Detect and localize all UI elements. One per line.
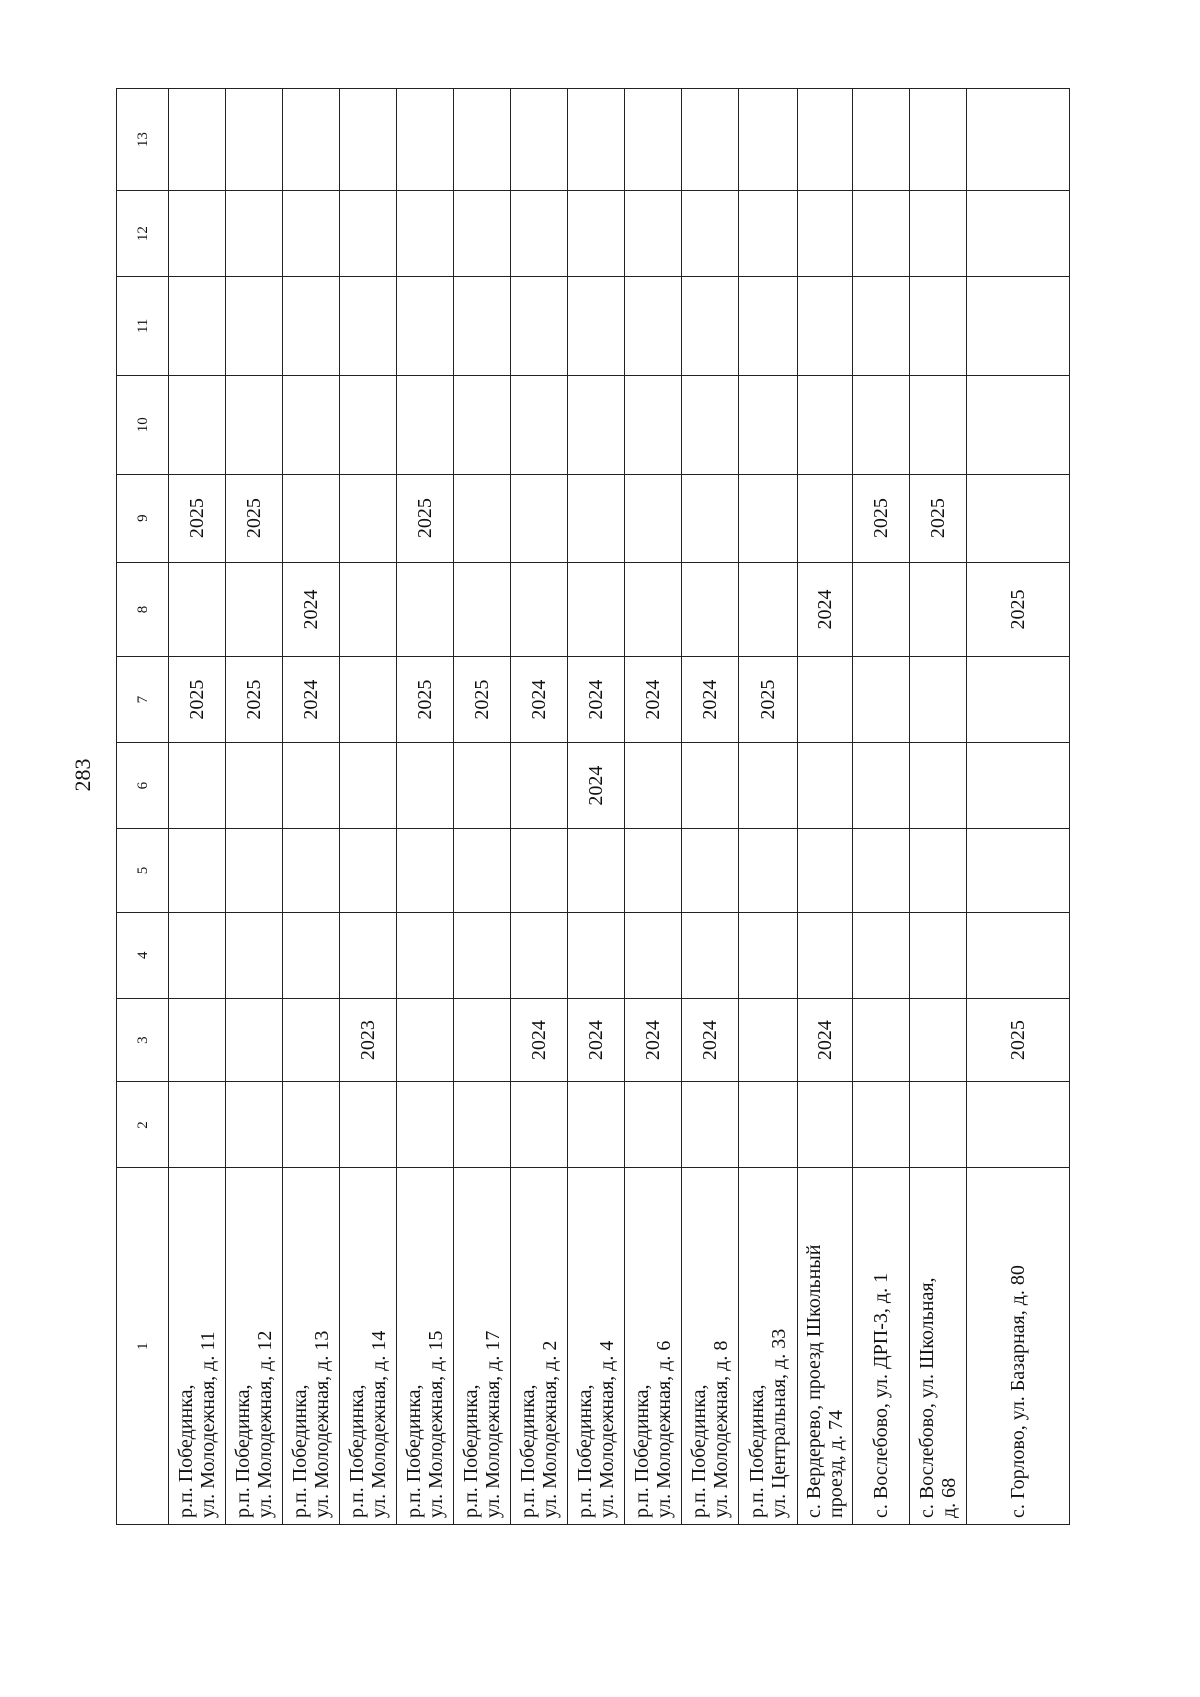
address-line: р.п. Побединка,: [517, 1384, 539, 1518]
address-line: проезд, д. 74: [825, 1410, 847, 1518]
column-header-10: 10: [117, 375, 169, 474]
address-cell: [169, 1168, 226, 1525]
column-header-12: 12: [117, 191, 169, 277]
year-cell-col-2: [568, 1082, 625, 1168]
year-cell-col-12: [739, 191, 798, 277]
year-cell-col-8: 2024: [798, 562, 853, 657]
table-row: [682, 89, 739, 1525]
year-cell-col-5: [169, 829, 226, 913]
address-line: ул. Молодежная, д. 15: [425, 1330, 447, 1518]
year-cell-col-10: [625, 375, 682, 474]
year-cell-col-11: [226, 277, 283, 376]
year-cell-col-10: [739, 375, 798, 474]
year-cell-col-10: [682, 375, 739, 474]
year-cell-col-9: [454, 474, 511, 562]
address-line: ул. Молодежная, д. 11: [197, 1331, 219, 1518]
year-cell-col-4: [739, 912, 798, 998]
year-cell-col-11: [397, 277, 454, 376]
year-cell-col-4: [226, 912, 283, 998]
table-container: [116, 88, 1070, 1525]
year-cell-col-9: 2025: [397, 474, 454, 562]
year-cell-col-4: [568, 912, 625, 998]
year-cell-col-10: [798, 375, 853, 474]
address-cell: [798, 1168, 853, 1525]
year-cell-col-10: [283, 375, 340, 474]
year-cell-col-11: [340, 277, 397, 376]
year-cell-col-8: [853, 562, 910, 657]
address-line: д. 68: [938, 1477, 960, 1518]
year-cell-col-6: [682, 743, 739, 829]
year-cell-col-2: [739, 1082, 798, 1168]
year-cell-col-5: [625, 829, 682, 913]
year-cell-col-10: [967, 375, 1070, 474]
year-cell-col-5: [967, 829, 1070, 913]
year-cell-col-3: 2024: [798, 998, 853, 1082]
year-cell-col-13: [397, 89, 454, 191]
year-cell-col-12: [283, 191, 340, 277]
year-cell-col-10: [568, 375, 625, 474]
year-cell-col-12: [910, 191, 967, 277]
year-cell-col-9: [798, 474, 853, 562]
address-line: р.п. Побединка,: [574, 1384, 596, 1518]
year-cell-col-8: [340, 562, 397, 657]
year-cell-col-7: 2025: [226, 657, 283, 743]
column-header-1: 1: [117, 1168, 169, 1525]
year-cell-col-4: [625, 912, 682, 998]
address-line: ул. Центральная, д. 33: [768, 1328, 790, 1518]
year-cell-col-13: [910, 89, 967, 191]
address-cell: [340, 1168, 397, 1525]
column-header-4: 4: [117, 912, 169, 998]
year-cell-col-7: 2025: [397, 657, 454, 743]
year-cell-col-10: [226, 375, 283, 474]
year-cell-col-11: [625, 277, 682, 376]
year-cell-col-8: 2025: [967, 562, 1070, 657]
year-cell-col-3: 2024: [568, 998, 625, 1082]
year-cell-col-13: [226, 89, 283, 191]
header-row: [117, 89, 169, 1525]
year-cell-col-6: [853, 743, 910, 829]
year-cell-col-13: [967, 89, 1070, 191]
year-cell-col-7: 2024: [568, 657, 625, 743]
address-line: ул. Молодежная, д. 4: [596, 1340, 618, 1518]
column-header-5: 5: [117, 829, 169, 913]
address-cell: [283, 1168, 340, 1525]
year-cell-col-10: [169, 375, 226, 474]
column-header-8: 8: [117, 562, 169, 657]
year-cell-col-9: [340, 474, 397, 562]
year-cell-col-8: [169, 562, 226, 657]
address-line: с. Вослебово, ул. ДРП-3, д. 1: [870, 1272, 892, 1518]
year-cell-col-9: [283, 474, 340, 562]
address-line: р.п. Побединка,: [175, 1384, 197, 1518]
year-cell-col-13: [682, 89, 739, 191]
year-cell-col-5: [511, 829, 568, 913]
year-cell-col-5: [340, 829, 397, 913]
year-cell-col-9: 2025: [910, 474, 967, 562]
year-cell-col-2: [967, 1082, 1070, 1168]
year-cell-col-2: [910, 1082, 967, 1168]
table-row: [568, 89, 625, 1525]
year-cell-col-12: [798, 191, 853, 277]
year-cell-col-2: [397, 1082, 454, 1168]
year-cell-col-7: 2024: [511, 657, 568, 743]
year-cell-col-5: [397, 829, 454, 913]
year-cell-col-3: [397, 998, 454, 1082]
table-row: [169, 89, 226, 1525]
year-cell-col-11: [910, 277, 967, 376]
year-cell-col-2: [340, 1082, 397, 1168]
year-cell-col-12: [568, 191, 625, 277]
year-cell-col-11: [682, 277, 739, 376]
year-cell-col-6: [798, 743, 853, 829]
year-cell-col-7: 2025: [169, 657, 226, 743]
page-number: 283: [70, 758, 95, 792]
year-cell-col-5: [739, 829, 798, 913]
address-cell: [625, 1168, 682, 1525]
year-cell-col-2: [682, 1082, 739, 1168]
year-cell-col-2: [454, 1082, 511, 1168]
year-cell-col-11: [511, 277, 568, 376]
year-cell-col-8: [511, 562, 568, 657]
column-header-6: 6: [117, 743, 169, 829]
address-line: с. Вослебово, ул. Школьная,: [916, 1277, 938, 1518]
year-cell-col-13: [625, 89, 682, 191]
year-cell-col-3: [739, 998, 798, 1082]
year-cell-col-12: [853, 191, 910, 277]
year-cell-col-11: [739, 277, 798, 376]
address-line: р.п. Побединка,: [631, 1384, 653, 1518]
table-row: [910, 89, 967, 1525]
year-cell-col-6: 2024: [568, 743, 625, 829]
year-cell-col-2: [226, 1082, 283, 1168]
year-cell-col-9: [967, 474, 1070, 562]
year-cell-col-3: 2024: [625, 998, 682, 1082]
year-cell-col-2: [511, 1082, 568, 1168]
year-cell-col-11: [283, 277, 340, 376]
year-cell-col-10: [397, 375, 454, 474]
table-body: [117, 89, 1070, 1525]
year-cell-col-12: [682, 191, 739, 277]
address-line: ул. Молодежная, д. 17: [482, 1330, 504, 1518]
year-cell-col-6: [967, 743, 1070, 829]
address-cell: [967, 1168, 1070, 1525]
year-cell-col-10: [910, 375, 967, 474]
address-line: р.п. Побединка,: [746, 1384, 768, 1518]
address-line: ул. Молодежная, д. 12: [254, 1330, 276, 1518]
year-cell-col-5: [226, 829, 283, 913]
address-line: р.п. Побединка,: [460, 1384, 482, 1518]
year-cell-col-5: [798, 829, 853, 913]
year-cell-col-3: [910, 998, 967, 1082]
year-cell-col-11: [169, 277, 226, 376]
year-cell-col-13: [340, 89, 397, 191]
year-cell-col-3: [454, 998, 511, 1082]
year-cell-col-8: [454, 562, 511, 657]
year-cell-col-2: [625, 1082, 682, 1168]
year-cell-col-5: [283, 829, 340, 913]
year-cell-col-8: [397, 562, 454, 657]
year-cell-col-6: [625, 743, 682, 829]
year-cell-col-4: [397, 912, 454, 998]
year-cell-col-8: [625, 562, 682, 657]
year-cell-col-10: [853, 375, 910, 474]
column-header-7: 7: [117, 657, 169, 743]
year-cell-col-9: [568, 474, 625, 562]
year-cell-col-6: [511, 743, 568, 829]
address-cell: [910, 1168, 967, 1525]
year-cell-col-7: [967, 657, 1070, 743]
year-cell-col-4: [967, 912, 1070, 998]
year-cell-col-4: [340, 912, 397, 998]
address-line: ул. Молодежная, д. 8: [710, 1340, 732, 1518]
address-line: р.п. Побединка,: [289, 1384, 311, 1518]
year-cell-col-12: [169, 191, 226, 277]
table-row: [967, 89, 1070, 1525]
year-cell-col-9: [625, 474, 682, 562]
year-cell-col-10: [454, 375, 511, 474]
address-cell: [853, 1168, 910, 1525]
column-header-9: 9: [117, 474, 169, 562]
year-cell-col-12: [967, 191, 1070, 277]
year-cell-col-4: [454, 912, 511, 998]
year-cell-col-6: [340, 743, 397, 829]
year-cell-col-9: [511, 474, 568, 562]
year-cell-col-7: 2025: [454, 657, 511, 743]
year-cell-col-3: 2024: [511, 998, 568, 1082]
year-cell-col-9: 2025: [226, 474, 283, 562]
year-cell-col-6: [910, 743, 967, 829]
year-cell-col-13: [853, 89, 910, 191]
table-row: [454, 89, 511, 1525]
year-cell-col-9: 2025: [853, 474, 910, 562]
schedule-table: [116, 88, 1070, 1525]
year-cell-col-6: [454, 743, 511, 829]
year-cell-col-8: [568, 562, 625, 657]
year-cell-col-13: [454, 89, 511, 191]
year-cell-col-6: [283, 743, 340, 829]
table-row: [853, 89, 910, 1525]
table-row: [397, 89, 454, 1525]
year-cell-col-13: [798, 89, 853, 191]
year-cell-col-13: [169, 89, 226, 191]
year-cell-col-3: [283, 998, 340, 1082]
year-cell-col-5: [910, 829, 967, 913]
year-cell-col-11: [568, 277, 625, 376]
year-cell-col-2: [169, 1082, 226, 1168]
year-cell-col-10: [511, 375, 568, 474]
table-row: [283, 89, 340, 1525]
year-cell-col-12: [397, 191, 454, 277]
year-cell-col-12: [454, 191, 511, 277]
address-line: ул. Молодежная, д. 14: [368, 1330, 390, 1518]
year-cell-col-12: [340, 191, 397, 277]
column-header-2: 2: [117, 1082, 169, 1168]
year-cell-col-7: 2024: [682, 657, 739, 743]
year-cell-col-7: [853, 657, 910, 743]
year-cell-col-4: [853, 912, 910, 998]
year-cell-col-12: [511, 191, 568, 277]
year-cell-col-13: [283, 89, 340, 191]
year-cell-col-5: [568, 829, 625, 913]
address-line: с. Горлово, ул. Базарная, д. 80: [1007, 1265, 1029, 1518]
address-line: р.п. Побединка,: [232, 1384, 254, 1518]
year-cell-col-5: [853, 829, 910, 913]
table-row: [226, 89, 283, 1525]
year-cell-col-6: [397, 743, 454, 829]
address-line: р.п. Побединка,: [346, 1384, 368, 1518]
year-cell-col-11: [853, 277, 910, 376]
year-cell-col-7: 2024: [625, 657, 682, 743]
year-cell-col-9: 2025: [169, 474, 226, 562]
table-row: [798, 89, 853, 1525]
year-cell-col-4: [682, 912, 739, 998]
year-cell-col-11: [454, 277, 511, 376]
year-cell-col-8: [226, 562, 283, 657]
year-cell-col-9: [682, 474, 739, 562]
year-cell-col-10: [340, 375, 397, 474]
address-line: с. Вердерево, проезд Школьный: [803, 1244, 825, 1518]
year-cell-col-5: [454, 829, 511, 913]
year-cell-col-2: [798, 1082, 853, 1168]
year-cell-col-5: [682, 829, 739, 913]
column-header-3: 3: [117, 998, 169, 1082]
column-header-13: 13: [117, 89, 169, 191]
year-cell-col-2: [283, 1082, 340, 1168]
year-cell-col-3: [169, 998, 226, 1082]
year-cell-col-6: [739, 743, 798, 829]
address-cell: [568, 1168, 625, 1525]
year-cell-col-8: [910, 562, 967, 657]
table-row: [340, 89, 397, 1525]
year-cell-col-6: [169, 743, 226, 829]
year-cell-col-7: 2025: [739, 657, 798, 743]
year-cell-col-3: 2024: [682, 998, 739, 1082]
year-cell-col-7: [340, 657, 397, 743]
table-row: [739, 89, 798, 1525]
year-cell-col-8: 2024: [283, 562, 340, 657]
address-cell: [739, 1168, 798, 1525]
year-cell-col-12: [625, 191, 682, 277]
table-row: [625, 89, 682, 1525]
year-cell-col-11: [798, 277, 853, 376]
year-cell-col-3: [853, 998, 910, 1082]
year-cell-col-13: [739, 89, 798, 191]
year-cell-col-13: [511, 89, 568, 191]
address-line: ул. Молодежная, д. 13: [311, 1330, 333, 1518]
address-line: р.п. Побединка,: [403, 1384, 425, 1518]
year-cell-col-6: [226, 743, 283, 829]
year-cell-col-13: [568, 89, 625, 191]
year-cell-col-7: [910, 657, 967, 743]
address-cell: [511, 1168, 568, 1525]
year-cell-col-3: 2023: [340, 998, 397, 1082]
year-cell-col-4: [910, 912, 967, 998]
column-header-11: 11: [117, 277, 169, 376]
year-cell-col-4: [798, 912, 853, 998]
year-cell-col-4: [169, 912, 226, 998]
year-cell-col-11: [967, 277, 1070, 376]
address-line: р.п. Побединка,: [688, 1384, 710, 1518]
year-cell-col-8: [739, 562, 798, 657]
year-cell-col-3: [226, 998, 283, 1082]
address-line: ул. Молодежная, д. 6: [653, 1340, 675, 1518]
year-cell-col-2: [853, 1082, 910, 1168]
year-cell-col-3: 2025: [967, 998, 1070, 1082]
year-cell-col-4: [283, 912, 340, 998]
address-line: ул. Молодежная, д. 2: [539, 1340, 561, 1518]
address-cell: [454, 1168, 511, 1525]
year-cell-col-8: [682, 562, 739, 657]
table-row: [511, 89, 568, 1525]
address-cell: [682, 1168, 739, 1525]
year-cell-col-7: 2024: [283, 657, 340, 743]
year-cell-col-12: [226, 191, 283, 277]
year-cell-col-7: [798, 657, 853, 743]
year-cell-col-4: [511, 912, 568, 998]
address-cell: [397, 1168, 454, 1525]
address-cell: [226, 1168, 283, 1525]
year-cell-col-9: [739, 474, 798, 562]
